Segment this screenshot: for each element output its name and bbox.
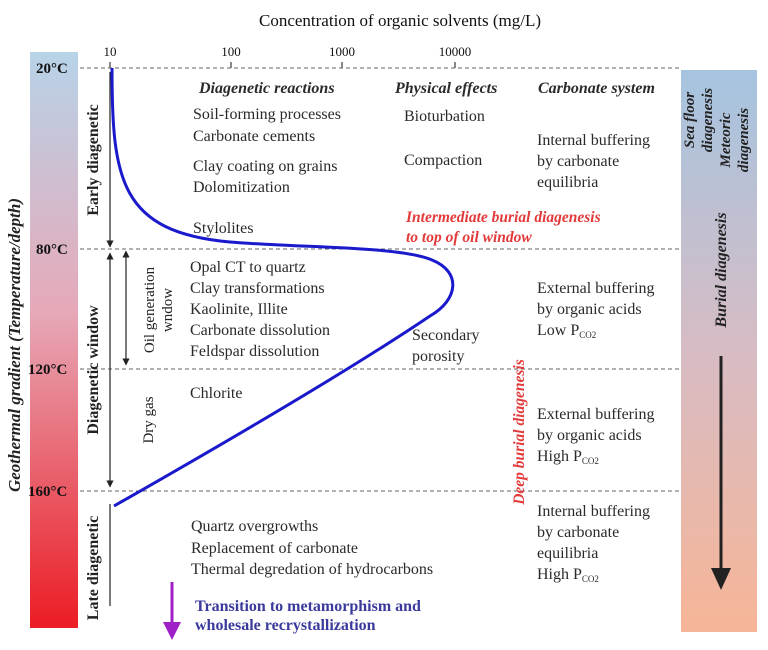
sea-floor-line2: diagenesis <box>700 87 716 153</box>
meteoric-line2: diagenesis <box>736 107 752 173</box>
header-physical: Physical effects <box>395 80 498 97</box>
temp-80c: 80°C <box>36 242 68 258</box>
reaction-thermal-degredation: Thermal degredation of hydrocarbons <box>191 561 434 578</box>
sea-floor-line1: Sea floor <box>682 91 698 149</box>
header-reactions: Diagenetic reactions <box>199 80 335 97</box>
carbonate-2-low-p: Low P <box>537 322 580 339</box>
physical-porosity: porosity <box>412 348 465 365</box>
reaction-quartz-overgrowths: Quartz overgrowths <box>191 518 319 535</box>
carbonate-3-line2: by organic acids <box>537 427 642 444</box>
transition-line1: Transition to metamorphism and <box>195 598 421 615</box>
reaction-dolomitization: Dolomitization <box>193 179 290 196</box>
carbonate-1-line2: by carbonate <box>537 153 620 170</box>
carbonate-4-line1: Internal buffering <box>537 503 650 520</box>
tick-100: 100 <box>221 44 241 59</box>
stage-early: Early diagenetic <box>85 104 102 216</box>
physical-compaction: Compaction <box>404 152 483 169</box>
carbonate-3-high <box>537 448 599 466</box>
burial-diagenesis-label: Burial diagenesis <box>713 212 730 328</box>
physical-secondary: Secondary <box>412 327 480 344</box>
reaction-carbonate-dissolution: Carbonate dissolution <box>190 322 330 339</box>
intermediate-burial-line2: to top of oil window <box>406 229 532 246</box>
stage-oil-1: Oil generation <box>142 266 158 354</box>
carbonate-3-high-p: High P <box>537 448 582 465</box>
reaction-soil-forming: Soil-forming processes <box>193 106 341 123</box>
carbonate-2-low <box>537 322 596 340</box>
meteoric-line1: Meteoric <box>718 112 734 168</box>
temp-120c: 120°C <box>28 362 68 378</box>
tick-10: 10 <box>103 44 117 59</box>
physical-bioturbation: Bioturbation <box>404 108 485 125</box>
carbonate-3-sub: CO2 <box>581 456 599 466</box>
carbonate-4-line2: by carbonate <box>537 524 620 541</box>
reaction-chlorite: Chlorite <box>190 385 243 402</box>
stage-dry-gas: Dry gas <box>141 396 157 444</box>
transition-arrow-head <box>163 622 181 640</box>
carbonate-3-line1: External buffering <box>537 406 655 423</box>
carbonate-4-high-p: High P <box>537 566 582 583</box>
carbonate-2-line2: by organic acids <box>537 301 642 318</box>
carbonate-2-line1: External buffering <box>537 280 655 297</box>
reaction-opal-ct: Opal CT to quartz <box>190 259 306 276</box>
reaction-kaolinite-illite: Kaolinite, Illite <box>190 301 288 318</box>
temp-160c: 160°C <box>28 484 68 500</box>
tick-1000: 1000 <box>329 44 355 59</box>
deep-burial-label: Deep burial diagenesis <box>511 359 528 505</box>
carbonate-4-high <box>537 566 599 584</box>
reaction-clay-transformations: Clay transformations <box>190 280 325 297</box>
carbonate-1-line1: Internal buffering <box>537 132 650 149</box>
carbonate-4-line3: equilibria <box>537 545 599 562</box>
header-carbonate: Carbonate system <box>538 80 655 97</box>
stage-window: Diagenetic window <box>85 305 102 435</box>
carbonate-2-sub: CO2 <box>579 330 597 340</box>
transition-line2: wholesale recrystallization <box>195 617 376 634</box>
reaction-stylolites: Stylolites <box>193 220 254 237</box>
stage-late: Late diagenetic <box>85 515 102 621</box>
reaction-feldspar-dissolution: Feldspar dissolution <box>190 343 320 360</box>
left-axis-label: Geothermal gradient (Temperature/depth) <box>5 197 24 493</box>
left-gradient-bar <box>30 52 78 628</box>
carbonate-4-sub: CO2 <box>581 574 599 584</box>
tick-10000: 10000 <box>438 44 472 59</box>
temp-20c: 20°C <box>36 61 68 77</box>
chart-title: Concentration of organic solvents (mg/L) <box>258 11 542 30</box>
stage-oil-2: wndow <box>160 287 176 333</box>
reaction-replacement-carbonate: Replacement of carbonate <box>191 540 359 557</box>
carbonate-1-line3: equilibria <box>537 174 599 191</box>
reaction-clay-coating: Clay coating on grains <box>193 158 338 175</box>
reaction-carbonate-cements: Carbonate cements <box>193 128 316 145</box>
intermediate-burial-line1: Intermediate burial diagenesis <box>406 209 601 226</box>
